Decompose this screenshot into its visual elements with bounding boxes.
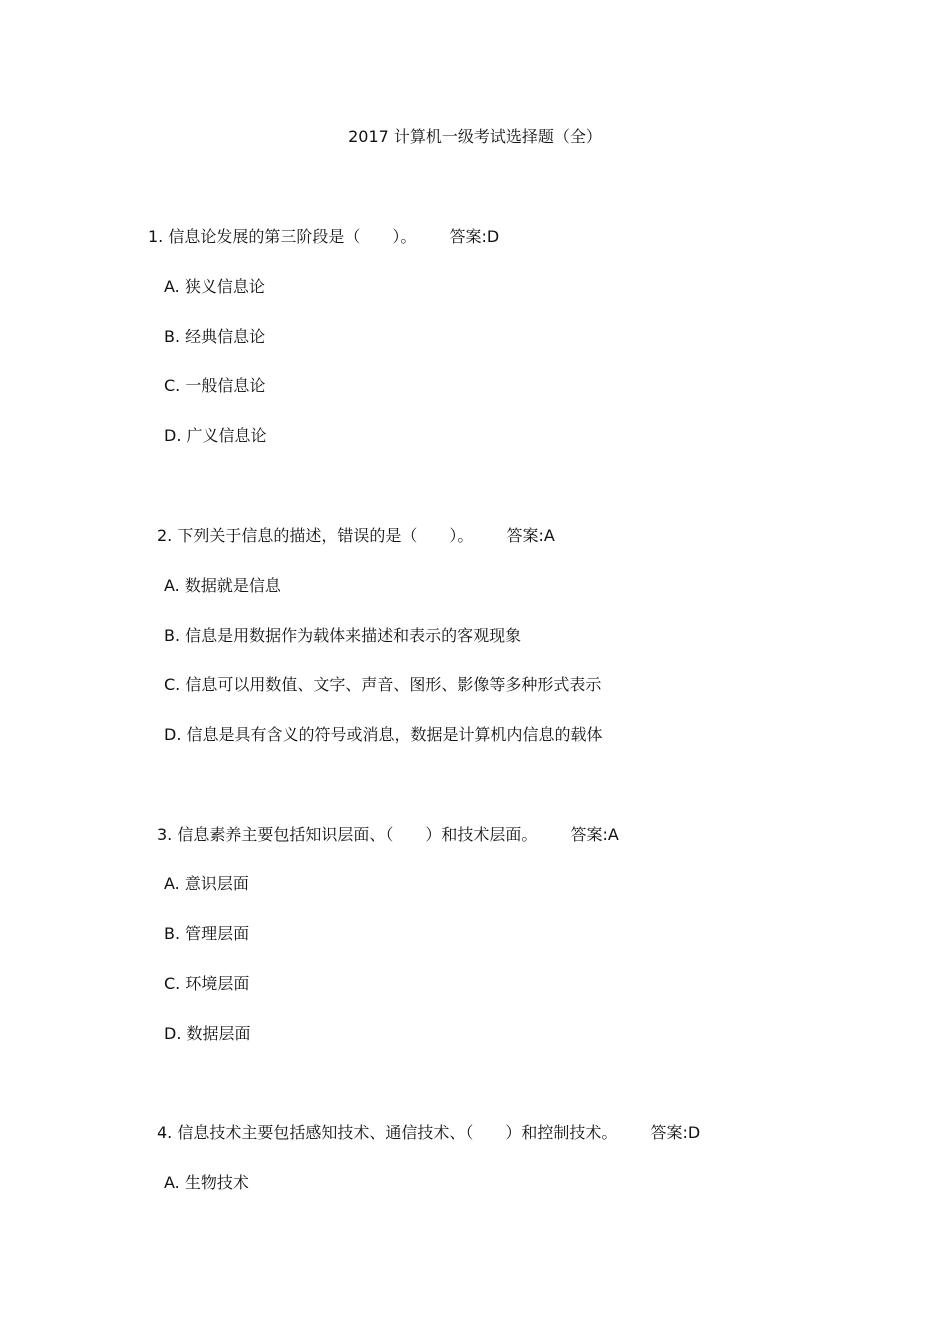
answer-label: 答案:A — [506, 526, 555, 545]
option-a: A. 意识层面 — [164, 874, 249, 893]
question-2 — [157, 525, 555, 547]
option-d: D. 信息是具有含义的符号或消息，数据是计算机内信息的载体 — [164, 725, 603, 744]
answer-label: 答案:D — [650, 1123, 701, 1142]
option-b: B. 管理层面 — [164, 924, 250, 943]
question-3 — [157, 824, 619, 846]
option-b: B. 信息是用数据作为载体来描述和表示的客观现象 — [164, 626, 522, 645]
option-c: C. 信息可以用数值、文字、声音、图形、影像等多种形式表示 — [164, 675, 602, 694]
question-text: 信息技术主要包括感知技术、通信技术、（ ）和控制技术。 — [177, 1123, 618, 1142]
question-number: 1. — [148, 227, 164, 246]
option-a: A. 狭义信息论 — [164, 277, 265, 296]
question-1 — [148, 226, 499, 248]
option-c: C. 一般信息论 — [164, 376, 266, 395]
option-d: D. 广义信息论 — [164, 426, 267, 445]
page-title: 2017 计算机一级考试选择题（全） — [348, 127, 602, 146]
answer-label: 答案:D — [449, 227, 500, 246]
option-b: B. 经典信息论 — [164, 327, 266, 346]
question-number: 3. — [157, 825, 173, 844]
option-a: A. 生物技术 — [164, 1173, 249, 1192]
question-text: 信息素养主要包括知识层面、（ ）和技术层面。 — [177, 825, 538, 844]
question-4 — [157, 1122, 700, 1144]
question-text: 信息论发展的第三阶段是（ ）。 — [168, 227, 417, 246]
option-d: D. 数据层面 — [164, 1024, 251, 1043]
answer-label: 答案:A — [570, 825, 619, 844]
question-number: 2. — [157, 526, 173, 545]
question-text: 下列关于信息的描述，错误的是（ ）。 — [177, 526, 474, 545]
question-number: 4. — [157, 1123, 173, 1142]
option-c: C. 环境层面 — [164, 974, 250, 993]
option-a: A. 数据就是信息 — [164, 576, 281, 595]
